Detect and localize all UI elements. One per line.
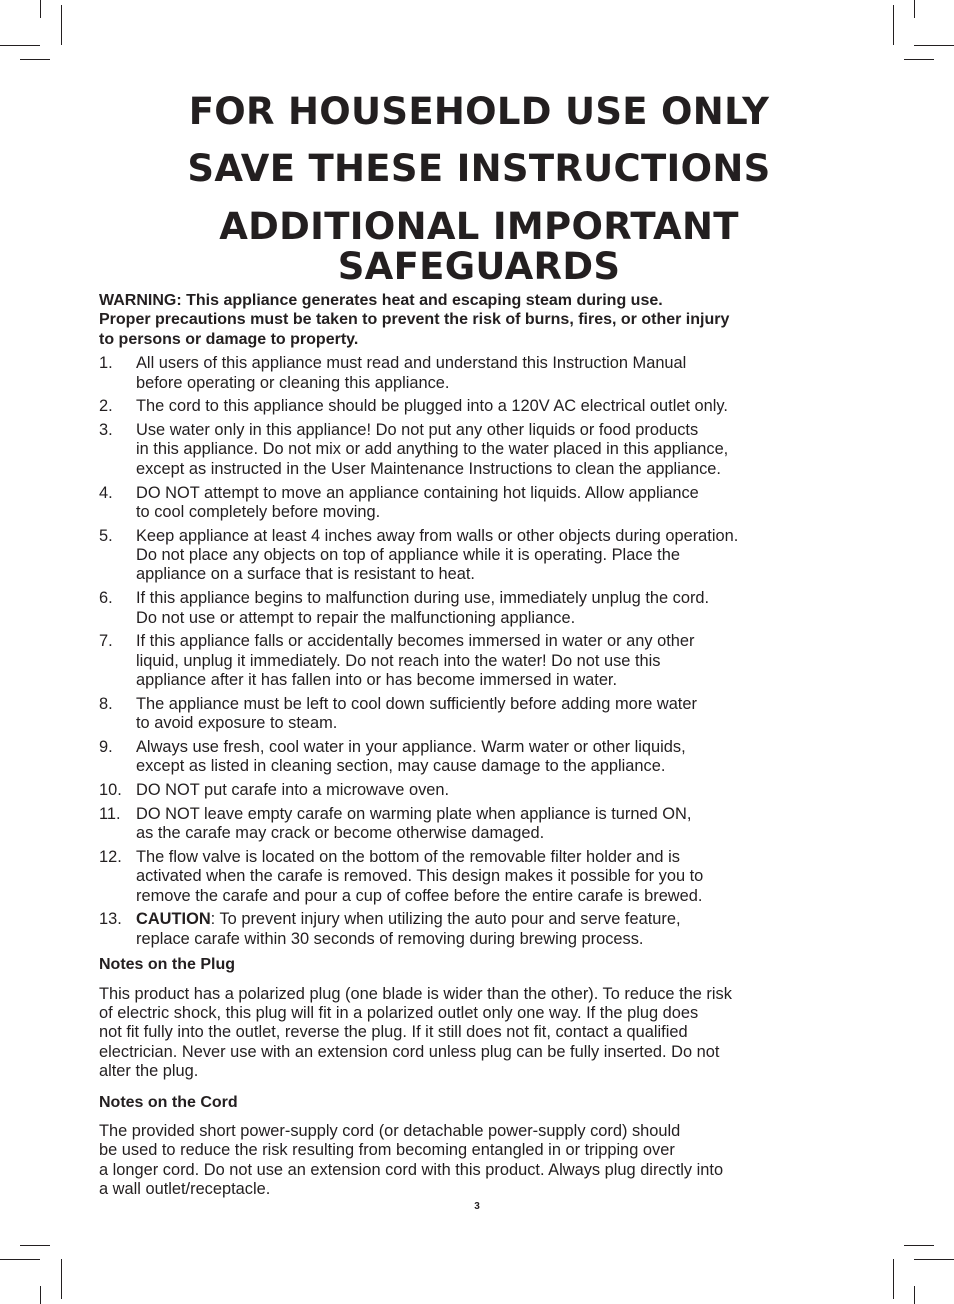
- household-heading: FOR HOUSEHOLD USE ONLY: [188, 90, 770, 133]
- safeguards-list: [99, 354, 859, 949]
- cord-notes-title: Notes on the Cord: [99, 1093, 238, 1111]
- item-number: 11.: [99, 804, 121, 823]
- crop-mark: [20, 1245, 50, 1246]
- crop-mark: [0, 1259, 40, 1260]
- item-text: If this appliance begins to malfunction during use, immediately unplug the cord. Do not use or attempt to repair the malfunctioning appliance.: [136, 589, 710, 627]
- item-number: 13.: [99, 910, 122, 929]
- item-number: 10.: [99, 781, 122, 800]
- page-number: 3: [474, 1201, 480, 1212]
- crop-mark: [914, 1286, 915, 1304]
- item-text: DO NOT leave empty carafe on warming plate when appliance is turned ON, as the carafe may crack or become otherwise damaged.: [136, 804, 692, 843]
- item-number: 8.: [99, 694, 113, 713]
- crop-mark: [61, 5, 62, 45]
- item-text: All users of this appliance must read and understand this Instruction Manual before operating or cleaning this appliance.: [136, 354, 687, 392]
- list-item: [99, 781, 859, 800]
- item-number: 9.: [99, 737, 113, 756]
- crop-mark: [904, 59, 934, 60]
- crop-mark: [893, 1259, 894, 1299]
- warning-paragraph: [99, 291, 859, 349]
- crop-mark: [914, 0, 915, 18]
- item-text: DO NOT put carafe into a microwave oven.: [136, 781, 450, 800]
- list-item: [99, 805, 859, 844]
- list-item: [99, 484, 859, 523]
- item-text: Always use fresh, cool water in your appliance. Warm water or other liquids, except as listed in cleaning section, may cause damage to the appliance.: [136, 737, 686, 776]
- item-number: 2.: [99, 397, 113, 416]
- plug-notes-text: This product has a polarized plug (one blade is wider than the other). To reduce the risk of electric shock, this plug will fit in a polarized outlet only one way. If the plug does not fit fully into the outlet, reverse the plug. If it still does not fit, contact a qualified electrician. Never use with an extension cord unless plug can be fully inserted. Do not alter the plug.: [99, 984, 732, 1081]
- plug-notes-title: Notes on the Plug: [99, 956, 235, 974]
- list-item: [99, 527, 859, 585]
- warning-label: WARNING: [99, 292, 177, 309]
- item-number: 3.: [99, 421, 113, 440]
- list-item: [99, 632, 859, 690]
- crop-mark: [40, 1286, 41, 1304]
- item-number: 4.: [99, 483, 113, 502]
- save-instructions-heading: SAVE THESE INSTRUCTIONS: [187, 147, 771, 190]
- cord-notes-text: The provided short power-supply cord (or detachable power-supply cord) should be used to reduce the risk resulting from becoming entangled in or tripping over a longer cord. Do not use an extension cord with this product. Always plug directly into a wall outlet/receptacle.: [99, 1122, 724, 1199]
- crop-mark: [914, 45, 954, 46]
- list-item: [99, 738, 859, 777]
- item-text: The cord to this appliance should be plugged into a 120V AC electrical outlet only.: [136, 397, 728, 416]
- item-number: 6.: [99, 589, 113, 608]
- item-text: DO NOT attempt to move an appliance containing hot liquids. Allow appliance to cool completely before moving.: [136, 483, 699, 521]
- additional-safeguards-heading: ADDITIONAL IMPORTANT SAFEGUARDS: [219, 205, 739, 288]
- item-text: Use water only in this appliance! Do not put any other liquids or food products in this appliance. Do not mix or add anything to the water placed in this appliance, except as instructed in the User Maintenance Instructions to clean the appliance.: [136, 421, 729, 478]
- crop-mark: [20, 59, 50, 60]
- crop-mark: [61, 1259, 62, 1299]
- list-item: [99, 848, 859, 906]
- item-number: 12.: [99, 847, 122, 866]
- item-text: If this appliance falls or accidentally becomes immersed in water or any other liquid, unplug it immediately. Do not reach into the water! Do not use this appliance after it has fallen into or has become immersed in water.: [136, 632, 695, 690]
- crop-mark: [904, 1245, 934, 1246]
- crop-mark: [893, 5, 894, 45]
- item-number: 7.: [99, 632, 113, 651]
- item-number: 5.: [99, 526, 113, 545]
- item-text: : To prevent injury when utilizing the auto pour and serve feature, replace carafe within 30 seconds of removing during brewing process.: [136, 910, 681, 948]
- item-text: Keep appliance at least 4 inches away from walls or other objects during operation. Do not place any objects on top of appliance while it is operating. Place the appliance on a surface that is resistant to heat.: [136, 526, 739, 584]
- page-content: [99, 92, 859, 1200]
- item-text: The appliance must be left to cool down sufficiently before adding more water to avoid exposure to steam.: [136, 694, 697, 733]
- list-item: [99, 910, 859, 949]
- item-text: The flow valve is located on the bottom of the removable filter holder and is activated when the carafe is removed. This design makes it possible for you to remove the carafe and pour a cup of coffee before the entire carafe is brewed.: [136, 847, 704, 905]
- crop-mark: [0, 45, 40, 46]
- crop-mark: [40, 0, 41, 18]
- list-item: [99, 589, 859, 628]
- list-item: [99, 354, 859, 393]
- list-item: [99, 421, 859, 479]
- list-item: [99, 397, 859, 416]
- item-number: 1.: [99, 354, 113, 373]
- caution-label: CAUTION: [136, 910, 211, 929]
- list-item: [99, 695, 859, 734]
- warning-text: : This appliance generates heat and escaping steam during use. Proper precautions must be taken to prevent the risk of burns, fires, or other injury to persons or damage to property.: [99, 292, 730, 348]
- crop-mark: [914, 1259, 954, 1260]
